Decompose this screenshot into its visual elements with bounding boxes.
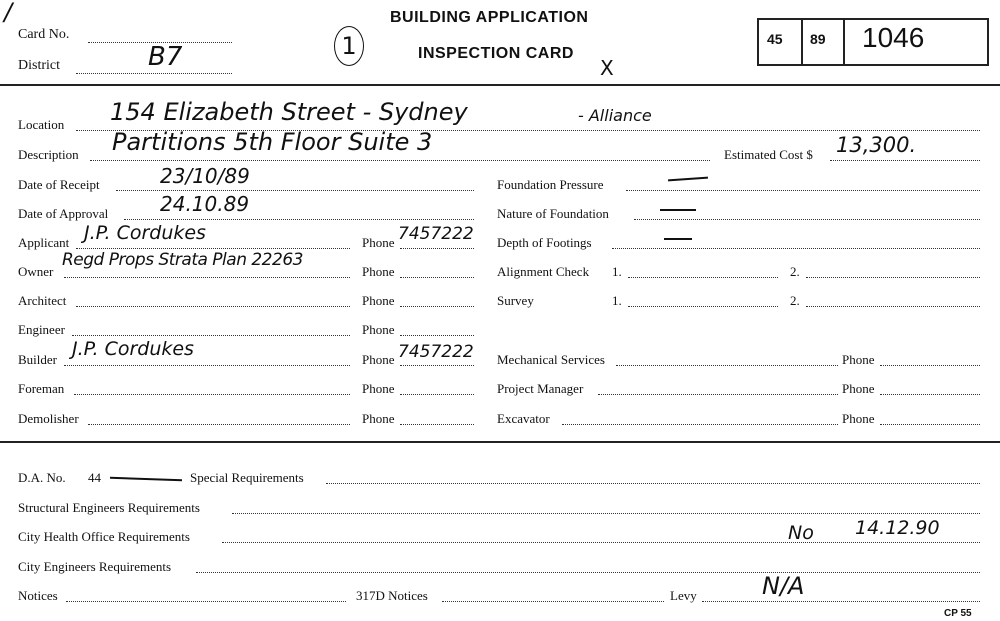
demolisher-field bbox=[88, 424, 350, 425]
date-receipt-label: Date of Receipt bbox=[18, 177, 100, 192]
date-receipt-value: 23/10/89 bbox=[160, 164, 250, 188]
district-field bbox=[76, 73, 232, 74]
city-engineers-label: City Engineers Requirements bbox=[18, 559, 172, 574]
architect-field bbox=[76, 306, 350, 307]
excavator-label: Excavator bbox=[497, 411, 550, 426]
description-label: Description bbox=[18, 147, 79, 162]
depth-footings-label: Depth of Footings bbox=[497, 235, 592, 250]
nature-foundation-label: Nature of Foundation bbox=[497, 206, 609, 221]
nature-foundation-field bbox=[634, 219, 980, 220]
excavator-phone-field bbox=[880, 424, 980, 425]
demolisher-phone-field bbox=[400, 424, 474, 425]
builder-field bbox=[64, 365, 350, 366]
demolisher-label: Demolisher bbox=[18, 411, 79, 426]
structural-engineers-label: Structural Engineers Requirements bbox=[18, 500, 200, 515]
notices-317d-label: 317D Notices bbox=[356, 588, 428, 603]
description-value: Partitions 5th Floor Suite 3 bbox=[112, 128, 433, 156]
owner-phone-label: Phone bbox=[362, 264, 395, 279]
project-manager-label: Project Manager bbox=[497, 381, 584, 396]
builder-phone-field bbox=[400, 365, 474, 366]
applicant-field bbox=[76, 248, 350, 249]
location-label: Location bbox=[18, 117, 65, 132]
survey-1-label: 1. bbox=[612, 293, 622, 308]
form-code: CP 55 bbox=[944, 608, 972, 619]
project-manager-field bbox=[598, 394, 838, 395]
alignment-check-1-label: 1. bbox=[612, 264, 622, 279]
foreman-phone-field bbox=[400, 394, 474, 395]
builder-phone-label: Phone bbox=[362, 352, 395, 367]
estimated-cost-value: 13,300. bbox=[836, 133, 917, 157]
builder-phone-value: 7457222 bbox=[398, 342, 474, 362]
owner-label: Owner bbox=[18, 264, 54, 279]
engineer-phone-field bbox=[400, 335, 474, 336]
date-approval-field bbox=[124, 219, 474, 220]
alignment-check-2-field bbox=[806, 277, 980, 278]
city-health-value-prefix: No bbox=[788, 522, 814, 544]
applicant-label: Applicant bbox=[18, 235, 70, 250]
notices-317d-field bbox=[442, 601, 664, 602]
applicant-value: J.P. Cordukes bbox=[84, 222, 206, 244]
box-b-value: 89 bbox=[810, 31, 826, 47]
applicant-phone-value: 7457222 bbox=[398, 224, 474, 244]
mechanical-services-field bbox=[616, 365, 838, 366]
location-value: 154 Elizabeth Street - Sydney bbox=[110, 98, 468, 126]
builder-value: J.P. Cordukes bbox=[72, 338, 194, 360]
foreman-phone-label: Phone bbox=[362, 381, 395, 396]
title-line-1: BUILDING APPLICATION bbox=[390, 9, 589, 26]
architect-label: Architect bbox=[18, 293, 67, 308]
city-health-value-date: 14.12.90 bbox=[855, 517, 940, 539]
levy-label: Levy bbox=[670, 588, 697, 603]
notices-label: Notices bbox=[18, 588, 58, 603]
city-health-label: City Health Office Requirements bbox=[18, 529, 190, 544]
foreman-label: Foreman bbox=[18, 381, 65, 396]
foundation-pressure-field bbox=[626, 190, 980, 191]
applicant-phone-field bbox=[400, 248, 474, 249]
middle-rule bbox=[0, 441, 1000, 443]
owner-field bbox=[64, 277, 350, 278]
da-no-dash bbox=[110, 477, 182, 482]
architect-phone-label: Phone bbox=[362, 293, 395, 308]
date-approval-value: 24.10.89 bbox=[160, 192, 250, 216]
alignment-check-label: Alignment Check bbox=[497, 264, 590, 279]
title-line-2: INSPECTION CARD bbox=[418, 45, 574, 62]
applicant-phone-label: Phone bbox=[362, 235, 395, 250]
mechanical-phone-label: Phone bbox=[842, 352, 875, 367]
survey-2-label: 2. bbox=[790, 293, 800, 308]
special-requirements-label: Special Requirements bbox=[190, 470, 304, 485]
city-health-field bbox=[222, 542, 980, 543]
notices-field bbox=[66, 601, 346, 602]
foundation-pressure-label: Foundation Pressure bbox=[497, 177, 604, 192]
levy-field bbox=[702, 601, 980, 602]
district-label: District bbox=[18, 58, 60, 73]
card-no-label: Card No. bbox=[18, 27, 70, 42]
mechanical-phone-field bbox=[880, 365, 980, 366]
corner-mark: / bbox=[4, 0, 13, 26]
project-manager-phone-label: Phone bbox=[842, 381, 875, 396]
engineer-label: Engineer bbox=[18, 322, 65, 337]
demolisher-phone-label: Phone bbox=[362, 411, 395, 426]
estimated-cost-field bbox=[830, 160, 980, 161]
foreman-field bbox=[74, 394, 350, 395]
excavator-field bbox=[562, 424, 838, 425]
da-no-value: 44 bbox=[88, 470, 101, 485]
engineer-field bbox=[72, 335, 350, 336]
alignment-check-2-label: 2. bbox=[790, 264, 800, 279]
survey-2-field bbox=[806, 306, 980, 307]
levy-value: N/A bbox=[762, 572, 805, 600]
engineer-phone-label: Phone bbox=[362, 322, 395, 337]
structural-engineers-field bbox=[232, 513, 980, 514]
nature-foundation-dash bbox=[660, 209, 696, 211]
description-field bbox=[90, 160, 710, 161]
owner-phone-field bbox=[400, 277, 474, 278]
excavator-phone-label: Phone bbox=[842, 411, 875, 426]
location-extra: - Alliance bbox=[578, 106, 652, 125]
builder-label: Builder bbox=[18, 352, 57, 367]
x-mark: X bbox=[600, 56, 614, 80]
depth-footings-field bbox=[612, 248, 980, 249]
depth-footings-dash bbox=[664, 238, 692, 240]
project-manager-phone-field bbox=[880, 394, 980, 395]
survey-1-field bbox=[628, 306, 778, 307]
survey-label: Survey bbox=[497, 293, 534, 308]
owner-value: Regd Props Strata Plan 22263 bbox=[62, 250, 303, 270]
architect-phone-field bbox=[400, 306, 474, 307]
foundation-pressure-dash bbox=[668, 177, 708, 182]
city-engineers-field bbox=[196, 572, 980, 573]
date-receipt-field bbox=[116, 190, 474, 191]
special-requirements-field bbox=[326, 483, 980, 484]
top-rule bbox=[0, 84, 1000, 86]
circled-number: 1 bbox=[334, 26, 364, 66]
box-a-value: 45 bbox=[767, 31, 783, 47]
da-no-label: D.A. No. bbox=[18, 470, 66, 485]
date-approval-label: Date of Approval bbox=[18, 206, 109, 221]
alignment-check-1-field bbox=[628, 277, 778, 278]
estimated-cost-label: Estimated Cost $ bbox=[724, 147, 813, 162]
mechanical-services-label: Mechanical Services bbox=[497, 352, 605, 367]
district-value: B7 bbox=[148, 42, 183, 72]
box-number-value: 1046 bbox=[862, 22, 925, 53]
